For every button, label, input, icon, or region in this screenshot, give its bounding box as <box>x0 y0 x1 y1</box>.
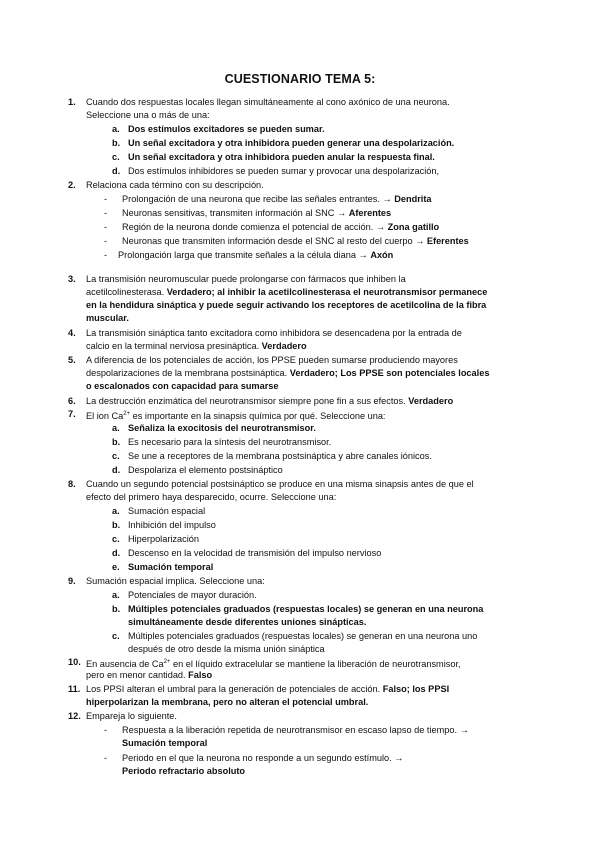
text: A diferencia de los potenciales de acción, los PPSE pueden sumarse produciendo mayores <box>86 355 458 365</box>
option-label: después de otro desde la misma unión sináptica <box>128 644 325 654</box>
option-label: Sumación espacial <box>128 506 206 516</box>
question-text: es importante en la sinapsis química por qué. Seleccione una: <box>130 411 386 422</box>
text: pero en menor cantidad. <box>86 670 189 680</box>
match-description: Respuesta a la liberación repetida de neurotransmisor en escaso lapso de tiempo. → <box>122 725 469 735</box>
option-text <box>128 533 199 546</box>
answer-text: Verdadero <box>408 396 454 406</box>
option-letter: d. <box>112 465 121 475</box>
answer-text: en la hendidura sináptica y puede seguir activando los receptores de acetilcolina de la fibra <box>86 300 487 310</box>
text: Cuando un segundo potencial postsináptico se produce en una misma sinapsis antes de que el <box>86 479 474 489</box>
option-text <box>128 165 439 178</box>
answer-text: muscular. <box>86 313 129 323</box>
option-label: Descenso en la velocidad de transmisión del impulso nervioso <box>128 548 382 558</box>
question-line <box>86 179 264 192</box>
match-description: Periodo en el que la neurona no responde a un segundo estímulo. → <box>122 753 404 763</box>
question-line <box>86 491 336 504</box>
question-line <box>86 96 450 109</box>
question-number: 11. <box>68 684 81 694</box>
answer-text: Falso; los PPSI <box>382 684 450 694</box>
question-text: En ausencia de Ca <box>86 659 164 670</box>
text: La transmisión neuromuscular puede prolongarse con fármacos que inhiben la <box>86 274 406 284</box>
match-description: Prolongación larga que transmite señales a la célula diana → <box>118 250 371 260</box>
question-line <box>86 710 177 723</box>
question-line <box>86 669 212 682</box>
question-line <box>86 273 406 286</box>
question-line <box>86 109 210 122</box>
option-text-cont <box>128 643 325 656</box>
text: efecto del primero haya desparecido, ocurre. Seleccione una: <box>86 492 337 502</box>
question-line <box>86 354 458 367</box>
match-answer: Eferentes <box>426 236 469 246</box>
option-text <box>128 123 325 136</box>
option-text <box>128 603 483 616</box>
text: La destrucción enzimática del neurotransmisor siempre pone fin a sus efectos. <box>86 396 409 406</box>
option-text <box>128 505 205 518</box>
text: Sumación espacial implica. Seleccione una: <box>86 576 265 586</box>
correct-option: Señaliza la exocitosis del neurotransmisor. <box>128 423 316 433</box>
match-answer: Aferentes <box>348 208 392 218</box>
text: Relaciona cada término con su descripción. <box>86 180 264 190</box>
correct-option: Un señal excitadora y otra inhibidora pueden anular la respuesta final. <box>128 152 435 162</box>
question-number: 5. <box>68 355 76 365</box>
question-line <box>86 327 462 340</box>
question-line <box>86 340 307 353</box>
match-answer: Sumación temporal <box>122 738 208 748</box>
question-line <box>86 696 368 709</box>
option-letter: c. <box>112 152 120 162</box>
question-line <box>86 408 385 423</box>
question-number: 4. <box>68 328 76 338</box>
question-line <box>86 575 265 588</box>
option-letter: d. <box>112 548 121 558</box>
answer-text: Falso <box>188 670 213 680</box>
match-item <box>122 207 391 220</box>
option-text <box>128 436 331 449</box>
option-label: Hiperpolarización <box>128 534 199 544</box>
text: acetilcolinesterasa. <box>86 287 167 297</box>
question-text: El ion Ca <box>86 411 124 422</box>
option-label: Se une a receptores de la membrana postsináptica y abre canales iónicos. <box>128 451 432 461</box>
option-letter: b. <box>112 138 121 148</box>
option-letter: d. <box>112 166 121 176</box>
option-letter: b. <box>112 437 121 447</box>
question-number: 8. <box>68 479 76 489</box>
ion-charge: 2+ <box>123 411 131 417</box>
question-number: 12. <box>68 711 81 721</box>
option-letter: b. <box>112 604 121 614</box>
option-text <box>128 589 257 602</box>
question-number: 9. <box>68 576 76 586</box>
option-text <box>128 422 316 435</box>
option-text <box>128 450 432 463</box>
question-text: en el líquido extracelular se mantiene la liberación de neurotransmisor, <box>170 659 461 670</box>
match-item <box>122 235 469 248</box>
match-item <box>122 724 469 737</box>
match-description: Neuronas sensitivas, transmiten información al SNC → <box>122 208 349 218</box>
text: La transmisión sináptica tanto excitadora como inhibidora se desencadena por la entrada de <box>86 328 462 338</box>
question-line <box>86 380 279 393</box>
text: calcio en la terminal nerviosa presináptica. <box>86 341 262 351</box>
match-answer: Dendrita <box>394 194 432 204</box>
text: Los PPSI alteran el umbral para la generación de potenciales de acción. <box>86 684 383 694</box>
ion-charge: 2+ <box>163 659 171 665</box>
question-line <box>86 683 449 696</box>
match-description: Región de la neurona donde comienza el potencial de acción. → <box>122 222 388 232</box>
correct-option: Sumación temporal <box>128 562 214 572</box>
match-item <box>122 193 432 206</box>
option-letter: a. <box>112 124 120 134</box>
match-item <box>118 249 393 262</box>
match-answer-line <box>122 737 207 750</box>
option-text-cont <box>128 616 366 629</box>
dash-bullet: - <box>104 194 108 204</box>
match-description: Neuronas que transmiten información desde el SNC al resto del cuerpo → <box>122 236 427 246</box>
correct-option: Un señal excitadora y otra inhibidora pueden generar una despolarización. <box>128 138 455 148</box>
text: Cuando dos respuestas locales llegan simultáneamente al cono axónico de una neurona. <box>86 97 450 107</box>
dash-bullet: - <box>104 236 108 246</box>
option-label: Dos estímulos inhibidores se pueden sumar y provocar una despolarización, <box>128 166 440 176</box>
correct-option: Múltiples potenciales graduados (respuestas locales) se generan en una neurona <box>128 604 484 614</box>
option-label: Despolariza el elemento postsináptico <box>128 465 283 475</box>
option-letter: a. <box>112 590 120 600</box>
option-label: Múltiples potenciales graduados (respuestas locales) se generan en una neurona uno <box>128 631 478 641</box>
question-line <box>86 312 129 325</box>
option-label: Es necesario para la síntesis del neurotransmisor. <box>128 437 332 447</box>
option-letter: b. <box>112 520 121 530</box>
match-answer: Periodo refractario absoluto <box>122 766 246 776</box>
option-text <box>128 151 435 164</box>
option-letter: c. <box>112 631 120 641</box>
question-line <box>86 286 487 299</box>
answer-text: Verdadero; al inhibir la acetilcolinesterasa el neurotransmisor permanece <box>166 287 488 297</box>
page-title: CUESTIONARIO TEMA 5: <box>224 72 376 86</box>
question-line <box>86 478 474 491</box>
dash-bullet: - <box>104 250 108 260</box>
answer-text: Verdadero <box>261 341 307 351</box>
option-text <box>128 561 213 574</box>
question-number: 7. <box>68 409 76 419</box>
answer-text: o escalonados con capacidad para sumarse <box>86 381 279 391</box>
dash-bullet: - <box>104 208 108 218</box>
dash-bullet: - <box>104 753 108 763</box>
question-number: 10. <box>68 657 81 667</box>
answer-text: Verdadero; Los PPSE son potenciales locales <box>289 368 490 378</box>
answer-text: hiperpolarizan la membrana, pero no alteran el potencial umbral. <box>86 697 369 707</box>
question-line <box>86 395 453 408</box>
match-item <box>122 221 439 234</box>
match-item <box>122 752 403 765</box>
dash-bullet: - <box>104 222 108 232</box>
text: Empareja lo siguiente. <box>86 711 177 721</box>
option-label: Potenciales de mayor duración. <box>128 590 257 600</box>
option-text <box>128 519 216 532</box>
question-line <box>86 299 486 312</box>
option-letter: a. <box>112 423 120 433</box>
option-label: Inhibición del impulso <box>128 520 216 530</box>
option-text <box>128 547 381 560</box>
question-number: 1. <box>68 97 76 107</box>
option-text <box>128 464 283 477</box>
option-letter: c. <box>112 451 120 461</box>
option-letter: e. <box>112 562 120 572</box>
question-number: 3. <box>68 274 76 284</box>
text: despolarizaciones de la membrana postsináptica. <box>86 368 290 378</box>
correct-option: Dos estímulos excitadores se pueden sumar. <box>128 124 325 134</box>
option-letter: c. <box>112 534 120 544</box>
option-text <box>128 630 477 643</box>
dash-bullet: - <box>104 725 108 735</box>
option-letter: a. <box>112 506 120 516</box>
match-answer: Axón <box>370 250 394 260</box>
question-line <box>86 367 489 380</box>
question-number: 6. <box>68 396 76 406</box>
option-text <box>128 137 454 150</box>
correct-option: simultáneamente desde diferentes uniones sinápticas. <box>128 617 367 627</box>
match-description: Prolongación de una neurona que recibe las señales entrantes. → <box>122 194 395 204</box>
question-number: 2. <box>68 180 76 190</box>
text: Seleccione una o más de una: <box>86 110 210 120</box>
match-answer-line <box>122 765 245 778</box>
match-answer: Zona gatillo <box>387 222 440 232</box>
